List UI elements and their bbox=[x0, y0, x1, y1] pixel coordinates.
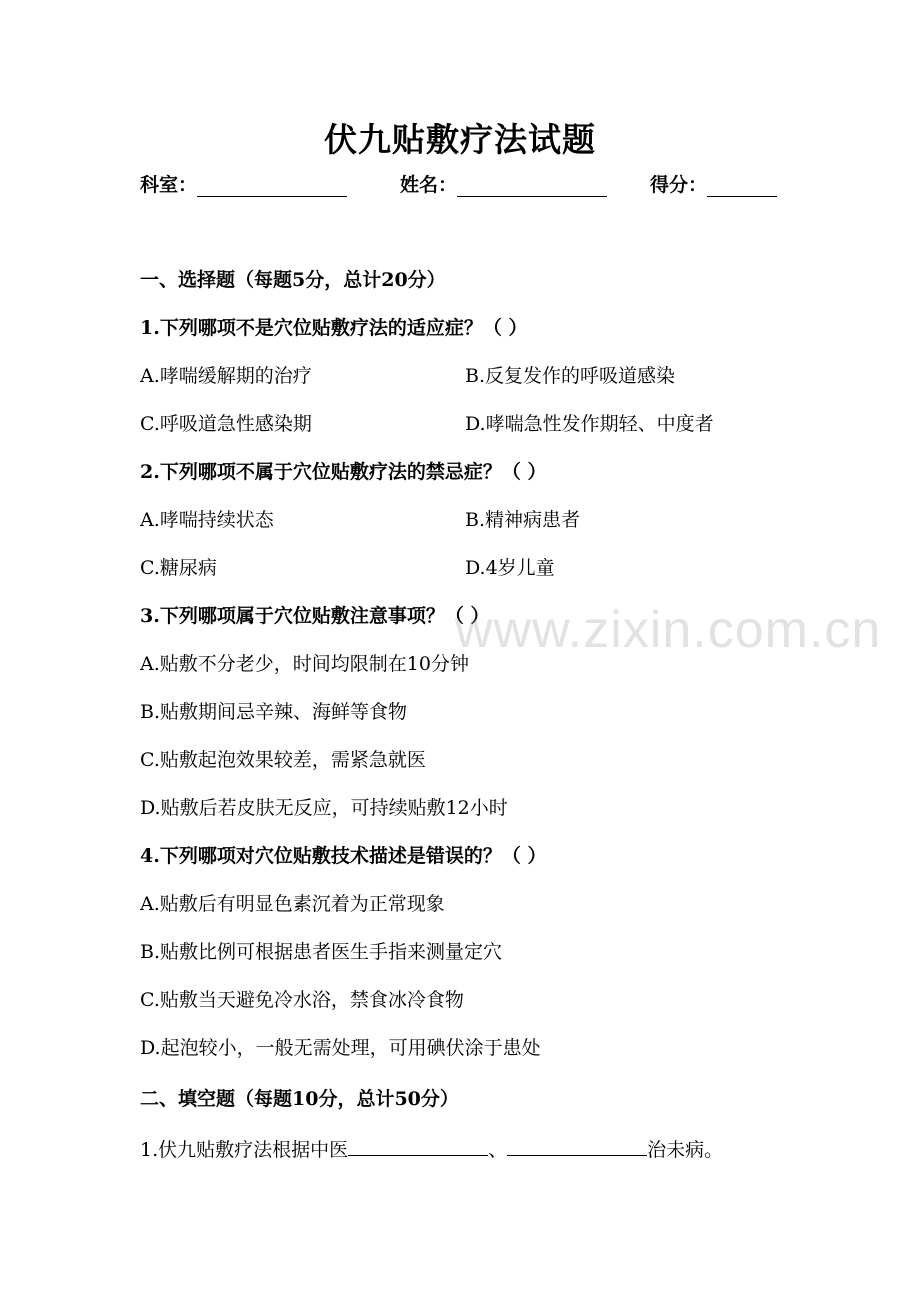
department-blank[interactable] bbox=[197, 174, 347, 197]
name-blank[interactable] bbox=[457, 174, 607, 197]
section-heading-choice: 一、选择题（每题5分，总计20分） bbox=[140, 269, 446, 291]
option-d: D.起泡较小，一般无需处理，可用碘伏涂于患处 bbox=[140, 1037, 541, 1059]
option-b: B.反复发作的呼吸道感染 bbox=[465, 365, 676, 387]
score-field bbox=[650, 170, 777, 197]
option-c: C.贴敷起泡效果较差，需紧急就医 bbox=[140, 749, 426, 771]
score-label: 得分： bbox=[650, 174, 708, 196]
fill-question bbox=[140, 1135, 723, 1163]
option-b: B.贴敷期间忌辛辣、海鲜等食物 bbox=[140, 701, 408, 723]
question-stem: 3.下列哪项属于穴位贴敷注意事项？（ ） bbox=[140, 605, 490, 627]
question-stem: 1.下列哪项不是穴位贴敷疗法的适应症？（ ） bbox=[140, 317, 528, 339]
question-stem: 4.下列哪项对穴位贴敷技术描述是错误的？（ ） bbox=[140, 845, 547, 867]
info-row bbox=[140, 170, 790, 204]
name-label: 姓名： bbox=[400, 174, 458, 196]
option-d: D.贴敷后若皮肤无反应，可持续贴敷12小时 bbox=[140, 797, 508, 819]
question-stem: 2.下列哪项不属于穴位贴敷疗法的禁忌症？（ ） bbox=[140, 461, 547, 483]
fill-suffix: 治未病。 bbox=[647, 1139, 724, 1161]
option-a: A.哮喘持续状态 bbox=[140, 509, 274, 531]
name-field bbox=[400, 170, 607, 197]
option-d: D.哮喘急性发作期轻、中度者 bbox=[465, 413, 714, 435]
section-heading-fill: 二、填空题（每题10分，总计50分） bbox=[140, 1088, 459, 1110]
option-c: C.糖尿病 bbox=[140, 557, 217, 579]
fill-prefix: 1.伏九贴敷疗法根据中医 bbox=[140, 1139, 349, 1161]
option-a: A.哮喘缓解期的治疗 bbox=[140, 365, 312, 387]
fill-separator: 、 bbox=[488, 1139, 508, 1161]
option-d: D.4岁儿童 bbox=[465, 557, 555, 579]
fill-blank-1[interactable] bbox=[348, 1135, 488, 1156]
option-a: A.贴敷不分老少，时间均限制在10分钟 bbox=[140, 653, 469, 675]
option-a: A.贴敷后有明显色素沉着为正常现象 bbox=[140, 893, 445, 915]
watermark: www.zixin.com.cn bbox=[455, 601, 882, 659]
score-blank[interactable] bbox=[707, 174, 777, 197]
option-c: C.贴敷当天避免冷水浴，禁食冰冷食物 bbox=[140, 989, 464, 1011]
option-b: B.贴敷比例可根据患者医生手指来测量定穴 bbox=[140, 941, 503, 963]
option-b: B.精神病患者 bbox=[465, 509, 581, 531]
department-field bbox=[140, 170, 347, 197]
department-label: 科室： bbox=[140, 174, 198, 196]
page-title: 伏九贴敷疗法试题 bbox=[324, 120, 596, 159]
option-c: C.呼吸道急性感染期 bbox=[140, 413, 312, 435]
fill-blank-2[interactable] bbox=[507, 1135, 647, 1156]
